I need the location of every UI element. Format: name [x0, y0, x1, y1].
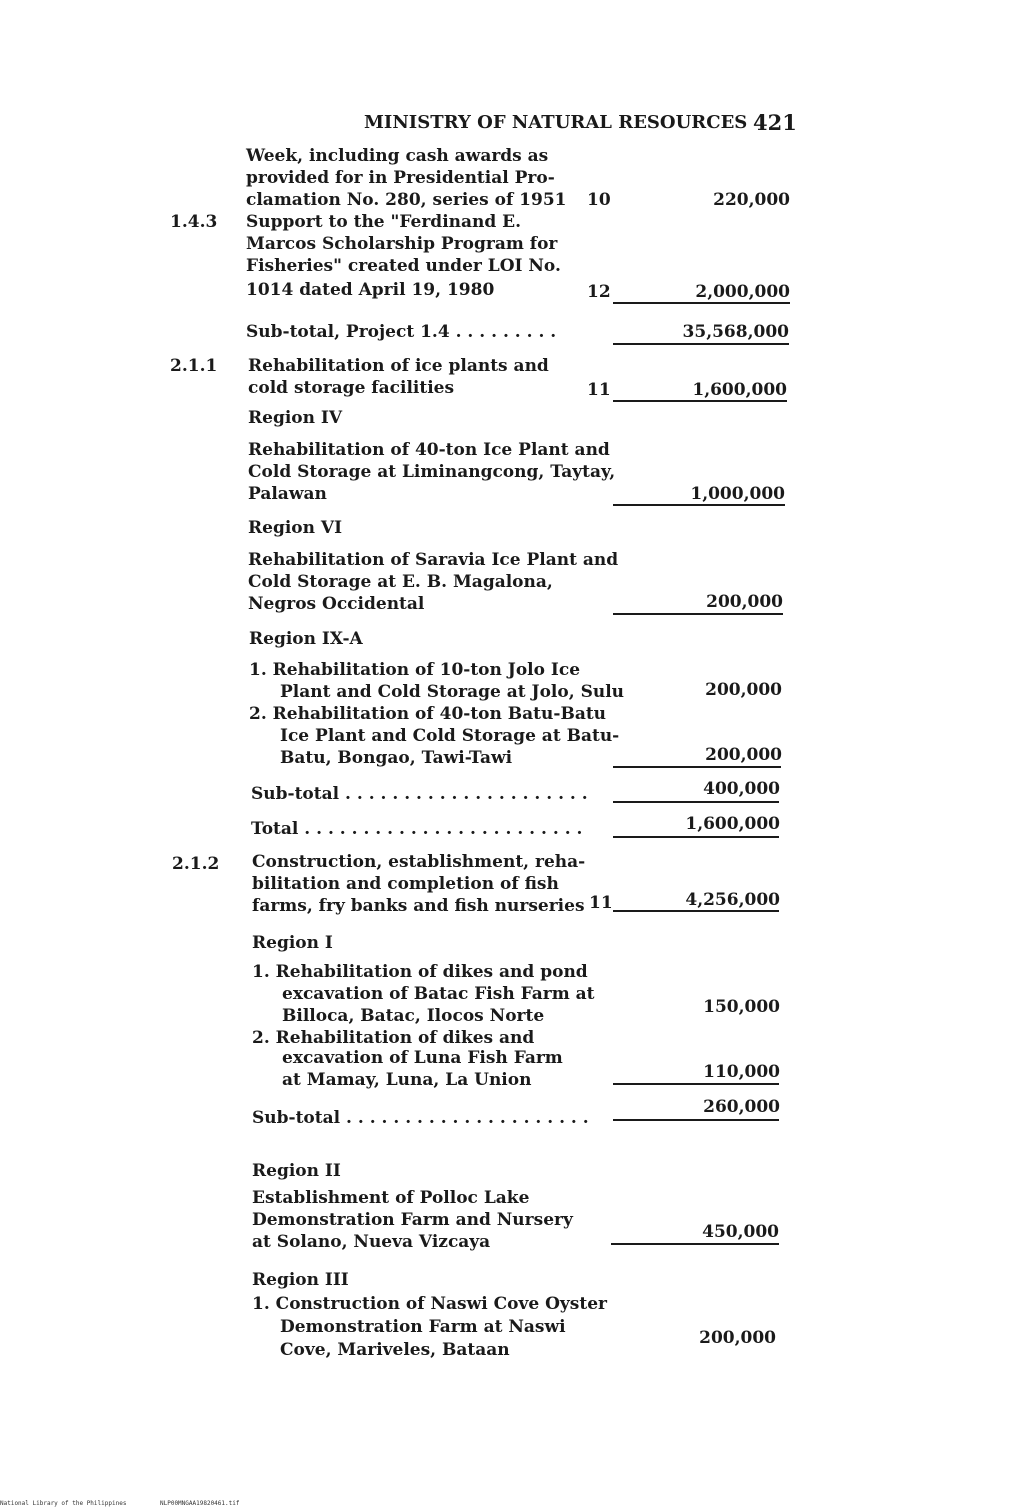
text-line: Cold Storage at E. B. Magalona, [248, 572, 553, 592]
footer-filename: NLP00MNGAA19820461.tif [160, 1500, 240, 1507]
amount: 200,000 [706, 592, 783, 612]
amount: 220,000 [713, 190, 790, 210]
text-line: Ice Plant and Cold Storage at Batu- [280, 726, 620, 746]
text-line: excavation of Batac Fish Farm at [282, 984, 595, 1004]
text-line: Billoca, Batac, Ilocos Norte [282, 1006, 545, 1026]
text-line: Week, including cash awards as [246, 146, 549, 166]
subtotal-amount: 400,000 [703, 779, 780, 799]
item-number: 2.1.2 [172, 854, 220, 874]
text-line: cold storage facilities [248, 378, 455, 398]
rule [611, 1243, 779, 1245]
region-heading: Region VI [248, 518, 343, 538]
text-line: 2. Rehabilitation of dikes and [252, 1028, 535, 1048]
text-line: 1. Rehabilitation of dikes and pond [252, 962, 588, 982]
footer-source: National Library of the Philippines [0, 1500, 127, 1507]
rule [613, 302, 790, 304]
region-heading: Region III [252, 1270, 349, 1290]
object-code: 10 [587, 190, 611, 210]
text-line: farms, fry banks and fish nurseries [252, 896, 585, 916]
text-line: at Solano, Nueva Vizcaya [252, 1232, 491, 1252]
text-line: Negros Occidental [248, 594, 425, 614]
rule [613, 1119, 779, 1121]
text-line: Rehabilitation of 40-ton Ice Plant and [248, 440, 610, 460]
rule [613, 1083, 779, 1085]
item-number: 2.1.1 [170, 356, 218, 376]
text-line: 1. Construction of Naswi Cove Oyster [252, 1294, 607, 1314]
amount: 150,000 [703, 997, 780, 1017]
running-header: MINISTRY OF NATURAL RESOURCES [364, 112, 748, 133]
text-line: Support to the "Ferdinand E. [246, 212, 522, 232]
rule [613, 504, 785, 506]
total-amount: 1,600,000 [685, 814, 780, 834]
amount: 110,000 [703, 1062, 780, 1082]
subtotal-label: Sub-total, Project 1.4 . . . . . . . . . [246, 322, 557, 342]
rule [613, 400, 787, 402]
text-line: clamation No. 280, series of 1951 [246, 190, 567, 210]
subtotal-amount: 260,000 [703, 1097, 780, 1117]
text-line: Palawan [248, 484, 327, 504]
text-line: Establishment of Polloc Lake [252, 1188, 530, 1208]
item-number: 1.4.3 [170, 212, 218, 232]
amount: 1,000,000 [690, 484, 785, 504]
amount: 200,000 [705, 745, 782, 765]
object-code: 11 [587, 380, 611, 400]
text-line: Demonstration Farm at Naswi [280, 1317, 566, 1337]
amount: 200,000 [705, 680, 782, 700]
text-line: Rehabilitation of ice plants and [248, 356, 549, 376]
text-line: provided for in Presidential Pro- [246, 168, 555, 188]
text-line: 2. Rehabilitation of 40-ton Batu-Batu [249, 704, 607, 724]
object-code: 11 [589, 893, 613, 913]
text-line: Plant and Cold Storage at Jolo, Sulu [280, 682, 625, 702]
amount: 4,256,000 [685, 890, 780, 910]
text-line: Demonstration Farm and Nursery [252, 1210, 573, 1230]
page-number: 421 [753, 110, 797, 135]
text-line: 1014 dated April 19, 1980 [246, 280, 495, 300]
region-heading: Region IV [248, 408, 343, 428]
text-line: Cove, Mariveles, Bataan [280, 1340, 510, 1360]
text-line: bilitation and completion of fish [252, 874, 559, 894]
total-label: Total . . . . . . . . . . . . . . . . . . . . . . . . [251, 819, 583, 839]
text-line: Construction, establishment, reha- [252, 852, 586, 872]
text-line: Batu, Bongao, Tawi-Tawi [280, 748, 513, 768]
region-heading: Region IX-A [249, 629, 363, 649]
rule [613, 910, 779, 912]
text-line: at Mamay, Luna, La Union [282, 1070, 532, 1090]
region-heading: Region I [252, 933, 333, 953]
text-line: 1. Rehabilitation of 10-ton Jolo Ice [249, 660, 581, 680]
subtotal-label: Sub-total . . . . . . . . . . . . . . . . . . . . . [252, 1108, 589, 1128]
text-line: Cold Storage at Liminangcong, Taytay, [248, 462, 616, 482]
text-line: excavation of Luna Fish Farm [282, 1048, 563, 1068]
amount: 200,000 [699, 1328, 776, 1348]
text-line: Marcos Scholarship Program for [246, 234, 558, 254]
rule [613, 343, 789, 345]
subtotal-amount: 35,568,000 [682, 322, 789, 342]
amount: 2,000,000 [695, 282, 790, 302]
amount: 1,600,000 [692, 380, 787, 400]
rule [613, 836, 779, 838]
text-line: Rehabilitation of Saravia Ice Plant and [248, 550, 619, 570]
subtotal-label: Sub-total . . . . . . . . . . . . . . . . . . . . . [251, 784, 588, 804]
rule [613, 613, 783, 615]
rule [613, 801, 779, 803]
text-line: Fisheries" created under LOI No. [246, 256, 561, 276]
object-code: 12 [587, 282, 611, 302]
rule [613, 766, 781, 768]
region-heading: Region II [252, 1161, 341, 1181]
amount: 450,000 [702, 1222, 779, 1242]
